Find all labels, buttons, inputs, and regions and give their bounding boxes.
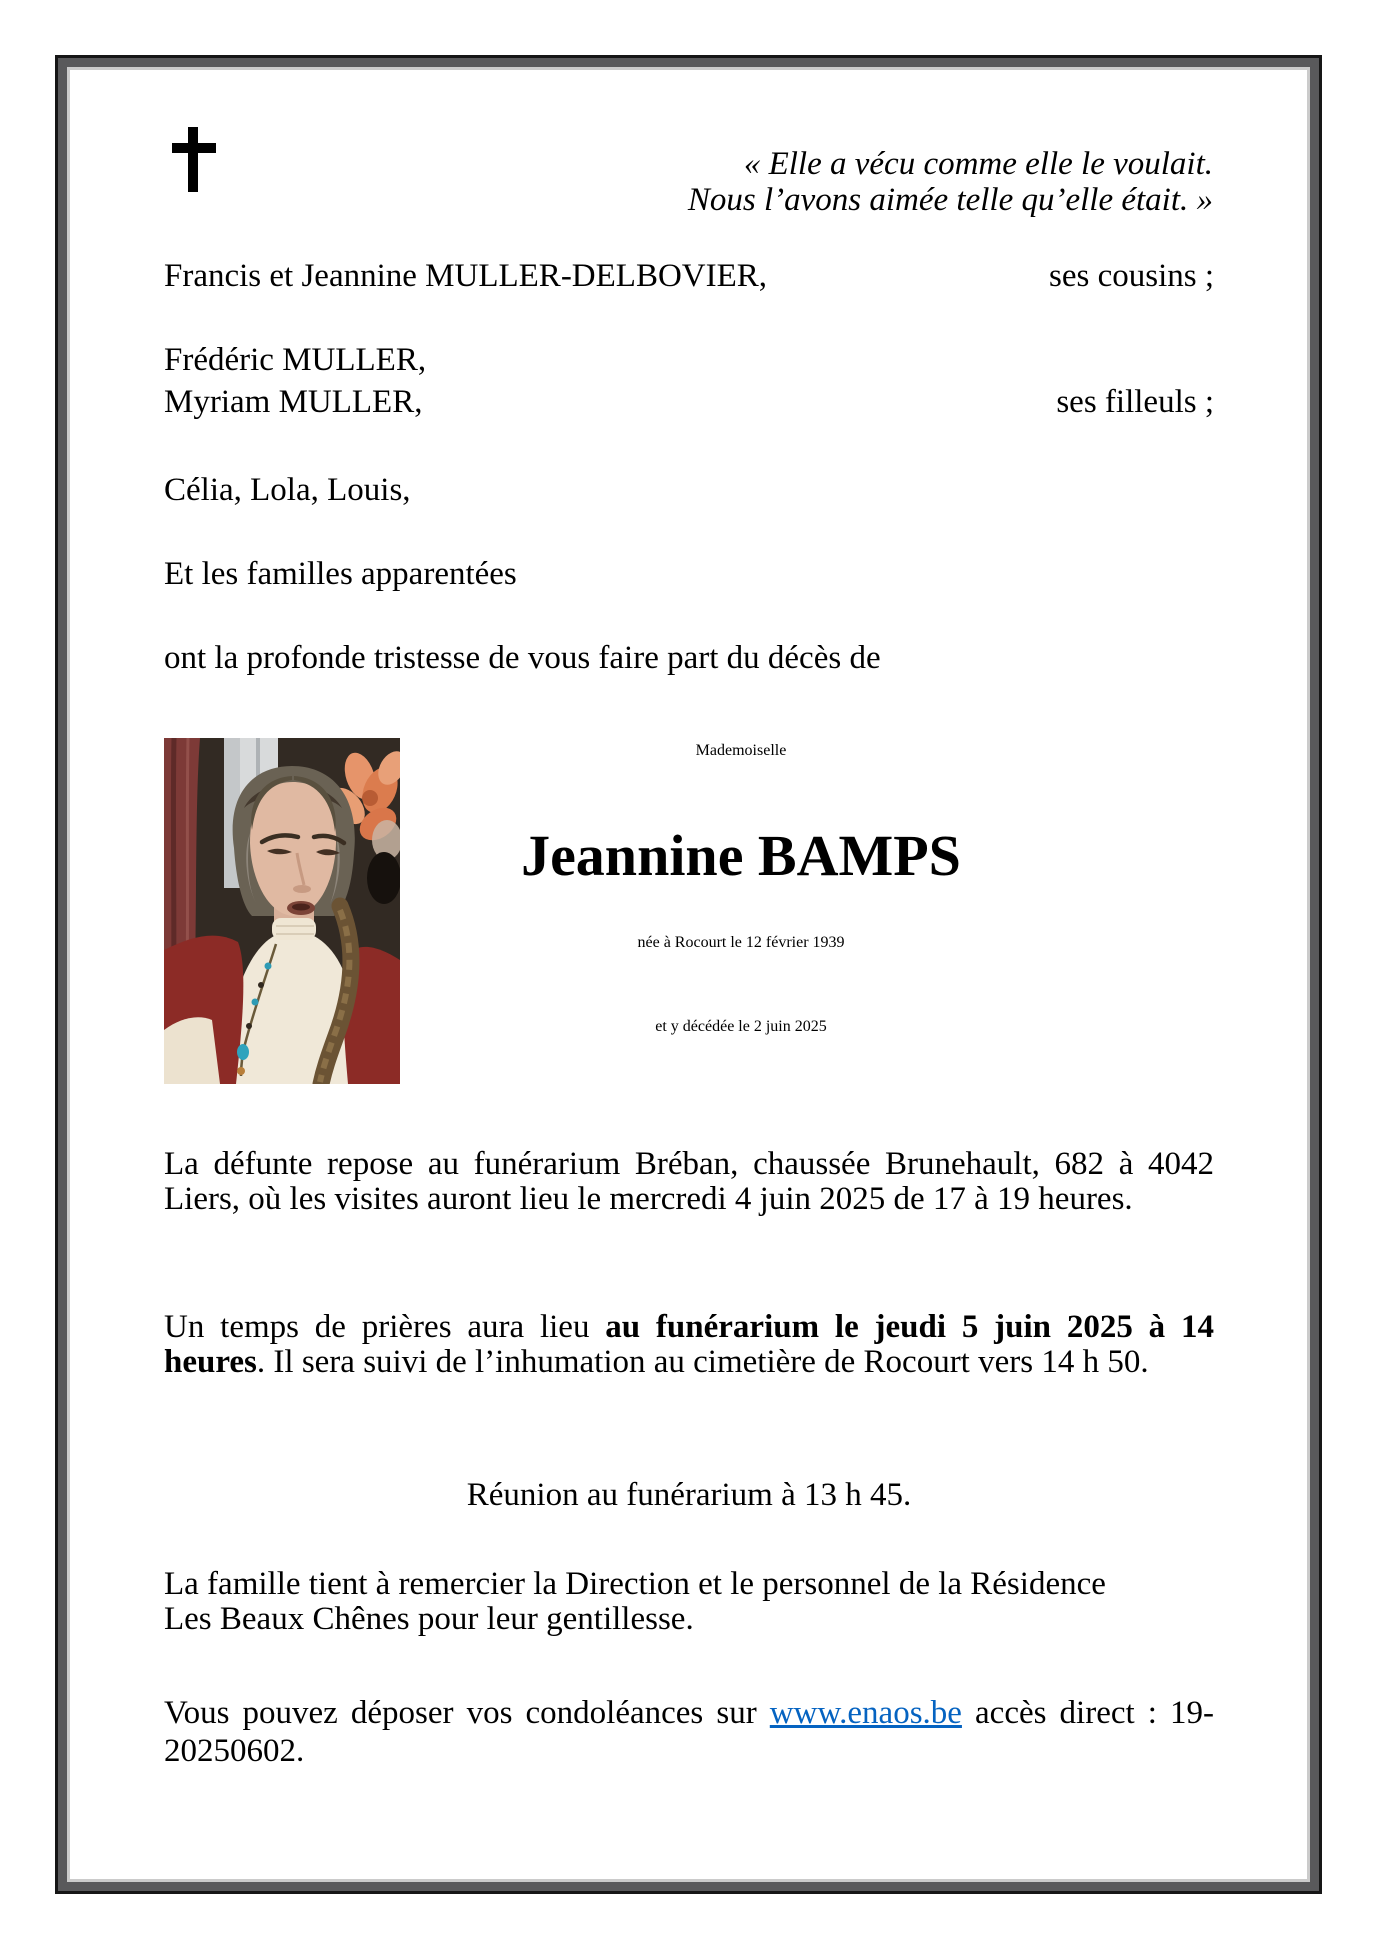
condolences-link[interactable]: www.enaos.be — [769, 1695, 962, 1731]
thanks-paragraph — [164, 1567, 1214, 1637]
deceased-title-prefix: Mademoiselle — [695, 742, 787, 759]
thanks-line1: La famille tient à remercier la Direction et le personnel de la Résidence — [164, 1566, 1106, 1602]
family-row-filleuls — [164, 385, 1214, 420]
family-related-families: Et les familles apparentées — [164, 556, 517, 592]
repose-paragraph: La défunte repose au funérarium Bréban, chaussée Brunehault, 682 à 4042 Liers, où les visites auront lieu le mercredi 4 juin 2025 de 17 à 19 heures. — [164, 1146, 1214, 1217]
deceased-death-line: et y décédée le 2 juin 2025 — [655, 1018, 827, 1035]
family-row-cousins — [164, 259, 1214, 294]
latin-cross-icon — [172, 127, 216, 192]
announcement-sentence: ont la profonde tristesse de vous faire part du décès de — [164, 640, 881, 676]
family-relation-cousins: ses cousins ; — [1049, 258, 1214, 294]
condolences-text-prefix: Vous pouvez déposer vos condoléances sur — [164, 1695, 770, 1731]
thanks-line2: Les Beaux Chênes pour leur gentillesse. — [164, 1601, 694, 1637]
prayer-text-bold: au funérarium le jeudi 5 juin 2025 à 14 heures — [164, 1309, 1214, 1380]
family-name-children: Célia, Lola, Louis, — [164, 472, 411, 508]
prayer-text-prefix: Un temps de prières aura lieu — [164, 1309, 606, 1345]
family-name-cousins: Francis et Jeannine MULLER-DELBOVIER, — [164, 258, 768, 294]
portrait-photo — [164, 738, 400, 1084]
deceased-name: Jeannine BAMPS — [521, 823, 961, 888]
epitaph-quote-line2: Nous l’avons aimée telle qu’elle était. » — [687, 182, 1213, 218]
family-name-myriam: Myriam MULLER, — [164, 384, 423, 420]
deceased-birth-line: née à Rocourt le 12 février 1939 — [637, 934, 845, 951]
condolences-text-suffix: accès direct : 19-20250602. — [164, 1695, 1214, 1769]
epitaph-quote — [688, 146, 1213, 218]
prayer-paragraph — [164, 1310, 1214, 1380]
family-relation-filleuls: ses filleuls ; — [1056, 384, 1214, 420]
reunion-line: Réunion au funérarium à 13 h 45. — [466, 1477, 912, 1513]
prayer-text-suffix: . Il sera suivi de l’inhumation au cimetière de Rocourt vers 14 h 50. — [256, 1344, 1149, 1380]
epitaph-quote-line1: « Elle a vécu comme elle le voulait. — [743, 146, 1213, 182]
condolences-paragraph — [164, 1694, 1214, 1770]
family-name-frederic: Frédéric MULLER, — [164, 342, 427, 378]
